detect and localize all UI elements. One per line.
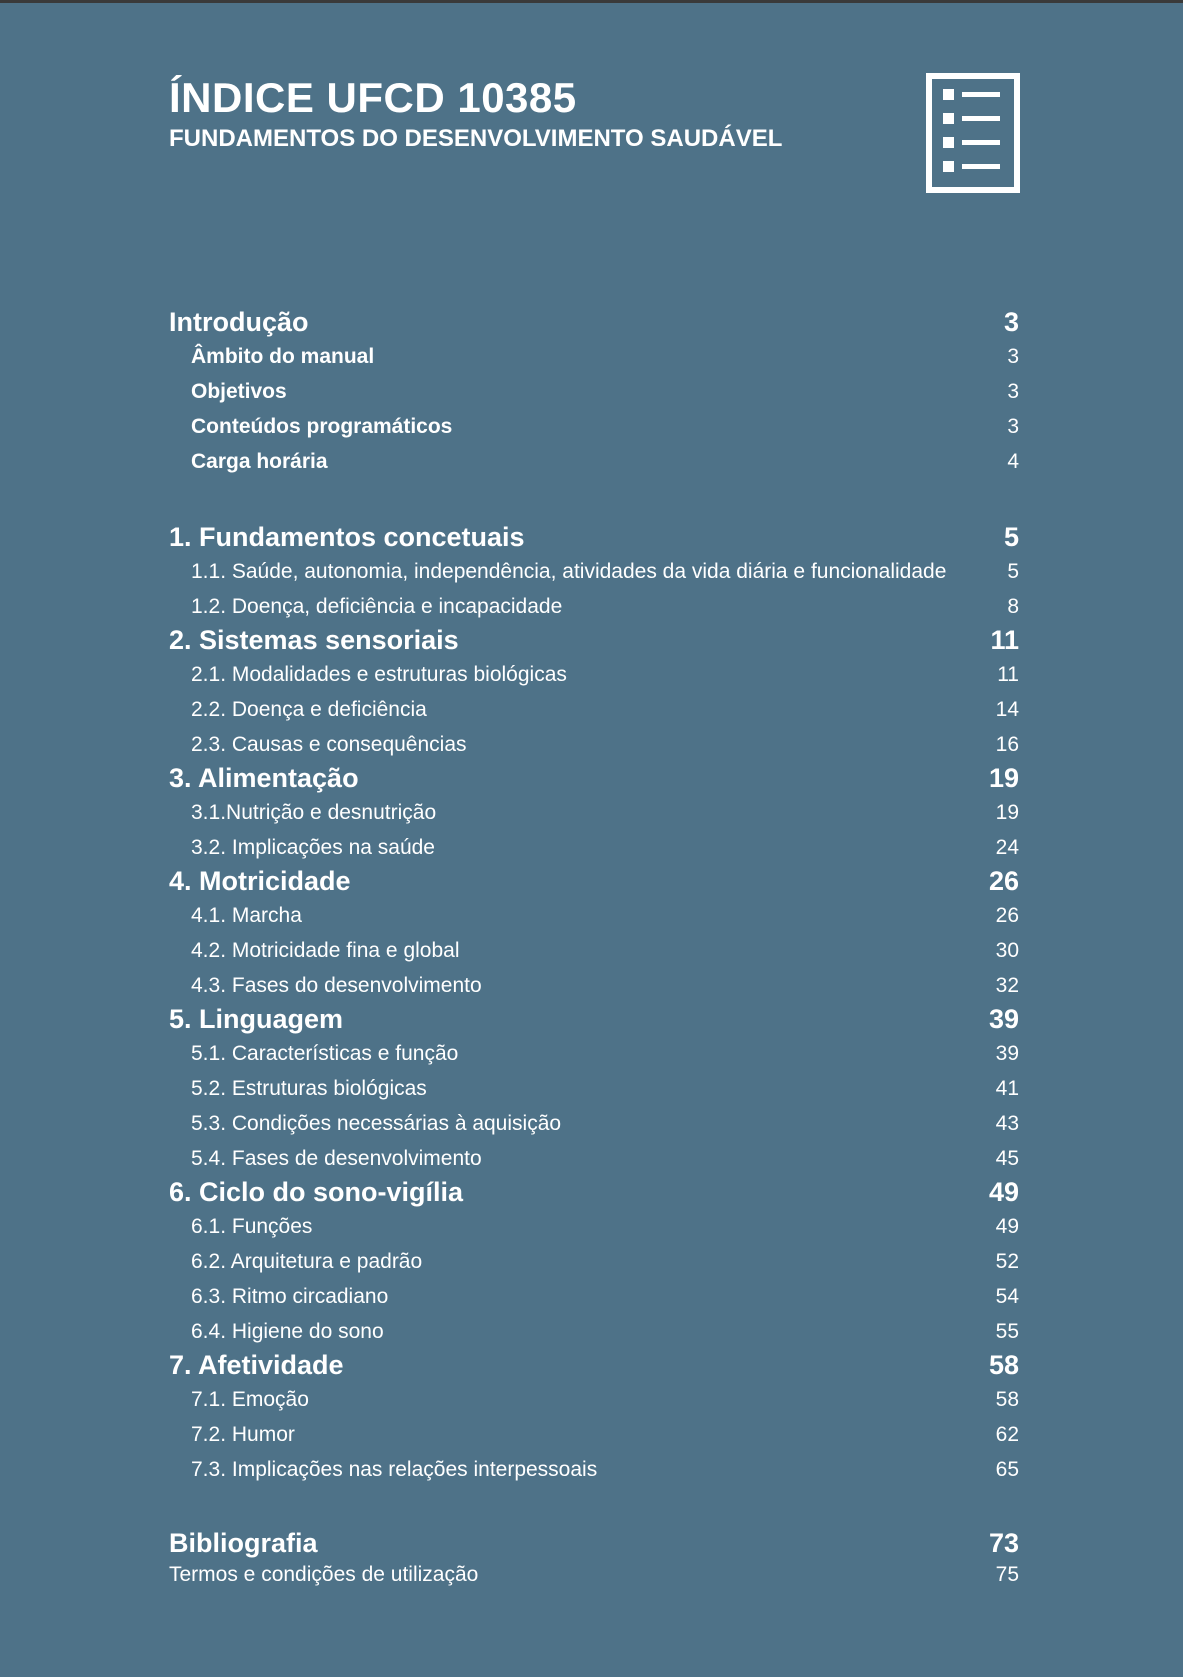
toc-subentry[interactable] (169, 830, 1019, 865)
toc-chapter-label: 2. Sistemas sensoriais (169, 625, 459, 655)
toc-chapter[interactable] (169, 624, 1019, 657)
toc-subentry-page-number: 14 (995, 698, 1019, 721)
toc-chapter-page-number: 19 (988, 763, 1019, 793)
toc-subentry-page-number: 62 (995, 1423, 1019, 1446)
page-subtitle: FUNDAMENTOS DO DESENVOLVIMENTO SAUDÁVEL (169, 125, 783, 152)
toc-subentry-page-number: 43 (995, 1112, 1019, 1135)
section-spacer (169, 479, 1019, 521)
toc-subentry-page-number: 55 (995, 1320, 1019, 1343)
toc-subentry-page-number: 49 (995, 1215, 1019, 1238)
toc-subentry[interactable] (169, 692, 1019, 727)
toc-subentry-page-number: 4 (1007, 450, 1019, 473)
toc-subentry-page-number: 5 (1007, 560, 1019, 583)
list-icon (926, 73, 1020, 193)
page-title: ÍNDICE UFCD 10385 (169, 74, 577, 121)
toc-subentry-label: 7.1. Emoção (191, 1388, 309, 1411)
table-of-contents (169, 306, 1019, 1590)
toc-chapter[interactable] (169, 1176, 1019, 1209)
toc-subentry-label: Âmbito do manual (191, 345, 375, 368)
toc-subentry-page-number: 11 (997, 663, 1019, 686)
toc-subentry-label: 6.3. Ritmo circadiano (191, 1285, 389, 1308)
toc-entry-bibliography-label: Bibliografia (169, 1528, 318, 1558)
toc-subentry-page-number: 45 (995, 1147, 1019, 1170)
toc-subentry[interactable] (169, 1417, 1019, 1452)
toc-chapter-page-number: 11 (990, 625, 1019, 655)
toc-subentry[interactable] (169, 1141, 1019, 1176)
toc-subentry-label: 7.2. Humor (191, 1423, 295, 1446)
toc-subentry-label: 5.3. Condições necessárias à aquisição (191, 1112, 562, 1135)
toc-subentry[interactable] (169, 444, 1019, 479)
toc-subentry-label: 3.1.Nutrição e desnutrição (191, 801, 437, 824)
toc-entry-introduction[interactable] (169, 306, 1019, 339)
toc-chapter-label: 1. Fundamentos concetuais (169, 522, 525, 552)
toc-subentry-page-number: 3 (1007, 415, 1019, 438)
toc-subentry-label: 7.3. Implicações nas relações interpessoais (191, 1458, 598, 1481)
toc-entry-terms[interactable] (169, 1560, 1019, 1590)
toc-subentry-label: 5.2. Estruturas biológicas (191, 1077, 427, 1100)
toc-subentry[interactable] (169, 339, 1019, 374)
toc-subentry[interactable] (169, 1279, 1019, 1314)
toc-subentry-label: 3.2. Implicações na saúde (191, 836, 435, 859)
toc-chapter-label: 3. Alimentação (169, 763, 359, 793)
toc-subentry-label: 2.3. Causas e consequências (191, 733, 467, 756)
toc-subentry-label: Conteúdos programáticos (191, 415, 453, 438)
toc-subentry-page-number: 39 (995, 1042, 1019, 1065)
toc-subentry-page-number: 41 (995, 1077, 1019, 1100)
toc-subentry[interactable] (169, 795, 1019, 830)
toc-subentry-page-number: 58 (995, 1388, 1019, 1411)
toc-subentry[interactable] (169, 409, 1019, 444)
toc-subentry[interactable] (169, 898, 1019, 933)
toc-subentry-label: Objetivos (191, 380, 287, 403)
toc-subentry-label: 4.2. Motricidade fina e global (191, 939, 460, 962)
toc-subentry-label: 4.1. Marcha (191, 904, 302, 927)
toc-subentry-label: 5.1. Características e função (191, 1042, 459, 1065)
page-header (169, 72, 782, 154)
toc-subentry-page-number: 19 (995, 801, 1019, 824)
toc-subentry-label: 4.3. Fases do desenvolvimento (191, 974, 482, 997)
toc-subentry-page-number: 54 (995, 1285, 1019, 1308)
toc-subentry[interactable] (169, 1036, 1019, 1071)
toc-subentry[interactable] (169, 1071, 1019, 1106)
toc-subentry-label: 2.2. Doença e deficiência (191, 698, 427, 721)
toc-chapter-label: 4. Motricidade (169, 866, 351, 896)
toc-chapter[interactable] (169, 865, 1019, 898)
toc-subentry-label: 2.1. Modalidades e estruturas biológicas (191, 663, 567, 686)
toc-chapter[interactable] (169, 521, 1019, 554)
toc-subentry-page-number: 16 (995, 733, 1019, 756)
toc-subentry-label: 1.2. Doença, deficiência e incapacidade (191, 595, 563, 618)
toc-subentry[interactable] (169, 657, 1019, 692)
toc-subentry-label: 5.4. Fases de desenvolvimento (191, 1147, 482, 1170)
toc-entry-introduction-page-number: 3 (1003, 307, 1019, 337)
toc-subentry-page-number: 3 (1007, 345, 1019, 368)
toc-chapter-page-number: 49 (988, 1177, 1019, 1207)
toc-subentry[interactable] (169, 727, 1019, 762)
toc-chapter[interactable] (169, 1349, 1019, 1382)
toc-subentry[interactable] (169, 968, 1019, 1003)
toc-subentry-label: 6.2. Arquitetura e padrão (191, 1250, 423, 1273)
toc-entry-terms-label: Termos e condições de utilização (169, 1563, 479, 1586)
toc-subentry[interactable] (169, 1314, 1019, 1349)
top-border (0, 0, 1183, 3)
toc-chapter-label: 5. Linguagem (169, 1004, 344, 1034)
toc-subentry-page-number: 65 (995, 1458, 1019, 1481)
toc-subentry[interactable] (169, 589, 1019, 624)
toc-subentry-page-number: 8 (1007, 595, 1019, 618)
toc-subentry-page-number: 30 (995, 939, 1019, 962)
toc-subentry[interactable] (169, 933, 1019, 968)
toc-subentry[interactable] (169, 1244, 1019, 1279)
toc-subentry-page-number: 3 (1007, 380, 1019, 403)
toc-entry-bibliography-page-number: 73 (988, 1528, 1019, 1558)
toc-chapter-page-number: 5 (1003, 522, 1019, 552)
toc-subentry[interactable] (169, 554, 1019, 589)
toc-subentry[interactable] (169, 1452, 1019, 1487)
toc-chapter-page-number: 39 (988, 1004, 1019, 1034)
toc-chapter-page-number: 26 (988, 866, 1019, 896)
toc-chapter-label: 7. Afetividade (169, 1350, 344, 1380)
toc-subentry[interactable] (169, 374, 1019, 409)
toc-subentry-page-number: 26 (995, 904, 1019, 927)
toc-chapter-label: 6. Ciclo do sono-vigília (169, 1177, 464, 1207)
toc-subentry-label: 1.1. Saúde, autonomia, independência, atividades da vida diária e funcionalidade (191, 560, 947, 583)
toc-chapter[interactable] (169, 1003, 1019, 1036)
toc-subentry-label: 6.4. Higiene do sono (191, 1320, 384, 1343)
toc-subentry[interactable] (169, 1382, 1019, 1417)
toc-entry-terms-page-number: 75 (995, 1563, 1019, 1586)
toc-chapter-page-number: 58 (988, 1350, 1019, 1380)
toc-subentry[interactable] (169, 1209, 1019, 1244)
toc-subentry-label: Carga horária (191, 450, 328, 473)
toc-chapter[interactable] (169, 762, 1019, 795)
section-spacer (169, 1487, 1019, 1527)
toc-subentry[interactable] (169, 1106, 1019, 1141)
toc-subentry-page-number: 32 (995, 974, 1019, 997)
toc-subentry-page-number: 52 (995, 1250, 1019, 1273)
toc-entry-bibliography[interactable] (169, 1527, 1019, 1560)
toc-subentry-label: 6.1. Funções (191, 1215, 313, 1238)
toc-entry-introduction-label: Introdução (169, 307, 309, 337)
toc-subentry-page-number: 24 (995, 836, 1019, 859)
